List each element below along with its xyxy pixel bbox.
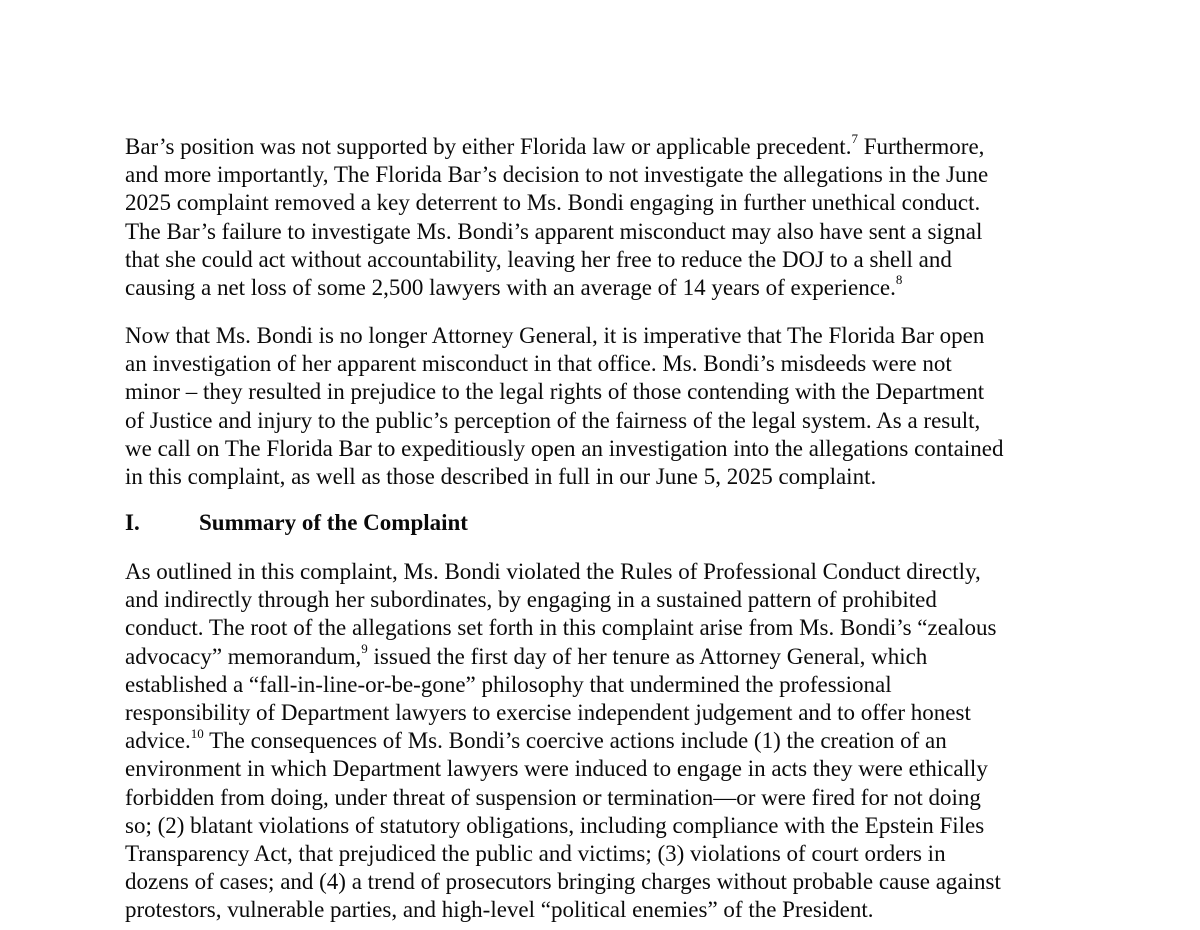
paragraph-call-to-investigate <box>125 322 1003 491</box>
text-line: The Bar’s failure to investigate Ms. Bondi’s apparent misconduct may also have sent a signal <box>125 218 983 244</box>
section-heading <box>125 509 468 537</box>
text-line: dozens of cases; and (4) a trend of prosecutors bringing charges without probable cause against <box>125 869 1001 895</box>
footnote-ref[interactable]: 8 <box>895 272 903 288</box>
text-line: protestors, vulnerable parties, and high-level “political enemies” of the President. <box>125 897 874 923</box>
section-title: Summary of the Complaint <box>199 510 468 535</box>
text-line: responsibility of Department lawyers to exercise independent judgement and to offer honest <box>125 700 971 726</box>
text-line: Transparency Act, that prejudiced the public and victims; (3) violations of court orders in <box>125 841 946 867</box>
text-line: and more importantly, The Florida Bar’s decision to not investigate the allegations in the June <box>125 162 989 188</box>
text-line: minor – they resulted in prejudice to the legal rights of those contending with the Department <box>125 379 985 405</box>
text-line: that she could act without accountability, leaving her free to reduce the DOJ to a shell and <box>125 246 952 272</box>
text-line: an investigation of her apparent misconduct in that office. Ms. Bondi’s misdeeds were not <box>125 351 952 377</box>
text-line: conduct. The root of the allegations set forth in this complaint arise from Ms. Bondi’s “zealous <box>125 615 997 641</box>
text-line: Bar’s position was not supported by either Florida law or applicable precedent.$^7$ Furthermore, <box>125 131 985 159</box>
footnote-ref[interactable]: 9 <box>361 640 368 656</box>
text-line: we call on The Florida Bar to expeditiously open an investigation into the allegations contained <box>125 435 1004 461</box>
text-line: advice.$^{10}$ The consequences of Ms. Bondi’s coercive actions include (1) the creation of an <box>125 725 947 754</box>
text-line: established a “fall-in-line-or-be-gone” philosophy that undermined the professional <box>125 671 892 697</box>
paragraph-summary <box>125 558 1001 925</box>
text-line: in this complaint, as well as those described in full in our June 5, 2025 complaint. <box>125 464 877 490</box>
text-line: causing a net loss of some 2,500 lawyers with an average of 14 years of experience.$^8$ <box>125 272 903 301</box>
footnote-ref[interactable]: 7 <box>851 131 858 147</box>
text-line: and indirectly through her subordinates, by engaging in a sustained pattern of prohibited <box>125 587 937 613</box>
paragraph-bar-position <box>125 133 988 302</box>
text-line: Now that Ms. Bondi is no longer Attorney General, it is imperative that The Florida Bar open <box>125 323 985 348</box>
footnote-ref[interactable]: 10 <box>190 725 204 741</box>
text-line: forbidden from doing, under threat of suspension or termination—or were fired for not doing <box>125 784 981 810</box>
text-line: 2025 complaint removed a key deterrent to Ms. Bondi engaging in further unethical conduct. <box>125 190 981 216</box>
section-number: I. <box>125 510 140 535</box>
text-line: advocacy” memorandum,$^9$ issued the first day of her tenure as Attorney General, which <box>125 640 928 669</box>
text-line: of Justice and injury to the public’s perception of the fairness of the legal system. As a result, <box>125 407 981 433</box>
text-line: As outlined in this complaint, Ms. Bondi violated the Rules of Professional Conduct directly, <box>125 559 981 584</box>
text-line: environment in which Department lawyers were induced to engage in acts they were ethically <box>125 756 988 782</box>
text-line: so; (2) blatant violations of statutory obligations, including compliance with the Epstein Files <box>125 812 985 838</box>
